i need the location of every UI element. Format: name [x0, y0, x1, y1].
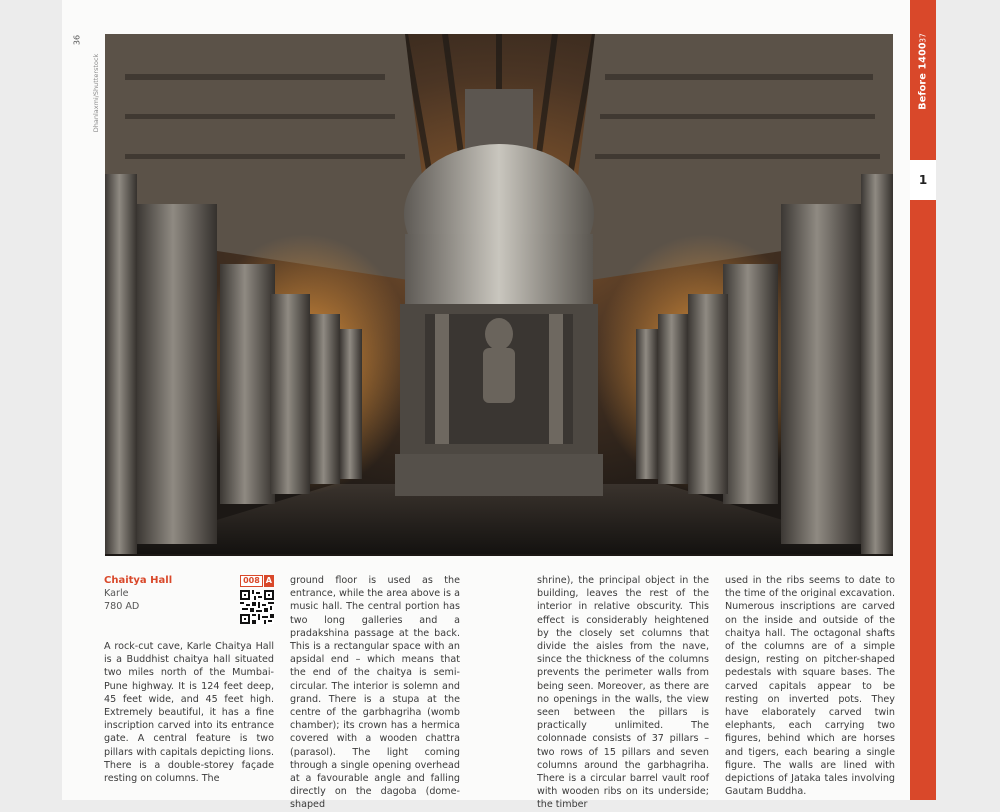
text-column-4	[725, 574, 895, 798]
text-column-2	[290, 574, 460, 812]
chapter-tab-1[interactable]: 1	[910, 160, 936, 200]
body-paragraph-2: ground floor is used as the entrance, while the area above is a music hall. The central portion has two long galleries and a pradakshina passage at the back. This is a rectangular space with an apsidal end – which means that the end of the chaitya is semi-circular. The interior is solemn and grand. There is a stupa at the centre of the garbhagriha (womb chamber); its crown has a hermica covered with a wooden chattra (parasol). The light coming through a single opening overhead at a favourable angle and falling directly on the dagoba (dome-shaped	[290, 575, 460, 811]
qr-code-icon[interactable]	[240, 590, 274, 624]
text-column-3	[537, 574, 709, 812]
entry-date: 780 AD	[104, 601, 140, 612]
reference-badge	[240, 575, 274, 587]
page-number-left: 36	[72, 34, 82, 46]
cave-photograph	[105, 34, 893, 556]
body-paragraph-1: A rock-cut cave, Karle Chaitya Hall is a Buddhist chaitya hall situated two miles north of the Mumbai-Pune highway. It is 124 feet deep, 45 feet wide, and 45 feet high. Extremely beautiful, it has a fine inscription carved into its entrance gate. A central feature is two pillars with capitals depicting lions. There is a double-storey façade resting on columns. The	[104, 641, 274, 785]
body-paragraph-4: used in the ribs seems to date to the time of the original excavation. Numerous inscriptions are carved on the inside and outside of the chaitya hall. The octagonal shafts of the columns are of a simple design, resting on pitcher-shaped pedestals with square bases. The carved capitals appear to be resting on inverted pots. They have elaborately carved twin elephants, each carrying two figures, behind which are horses and tigers, each bearing a single figure. The walls are lined with depictions of Jataka tales involving Gautam Buddha.	[725, 575, 895, 798]
text-column-1	[104, 574, 274, 785]
chaitya-hall-illustration	[105, 34, 893, 556]
section-tab-before-1400[interactable]: Before 1400	[917, 41, 929, 110]
reference-letter: A	[265, 576, 272, 585]
page-number-right: 37	[918, 33, 928, 43]
entry-location: Karle	[104, 588, 129, 599]
body-paragraph-3: shrine), the principal object in the building, leaves the rest of the interior in relative obscurity. This effect is considerably heightened by the closely set columns that divide the aisles from the nave, since the thickness of the columns prevents the perimeter walls from being seen. Moreover, as there are no openings in the walls, the view seen between the pillars is practically unlimited. The colonnade consists of 37 pillars – two rows of 15 pillars and seven columns around the garbhagriha. There is a circular barrel vault roof with wooden ribs on its underside; the timber	[537, 575, 709, 811]
entry-header	[104, 574, 274, 640]
entry-title: Chaitya Hall	[104, 575, 173, 586]
photo-credit: Dhanlaxmi/Shutterstock	[92, 53, 100, 133]
reference-number: 008	[240, 575, 263, 587]
